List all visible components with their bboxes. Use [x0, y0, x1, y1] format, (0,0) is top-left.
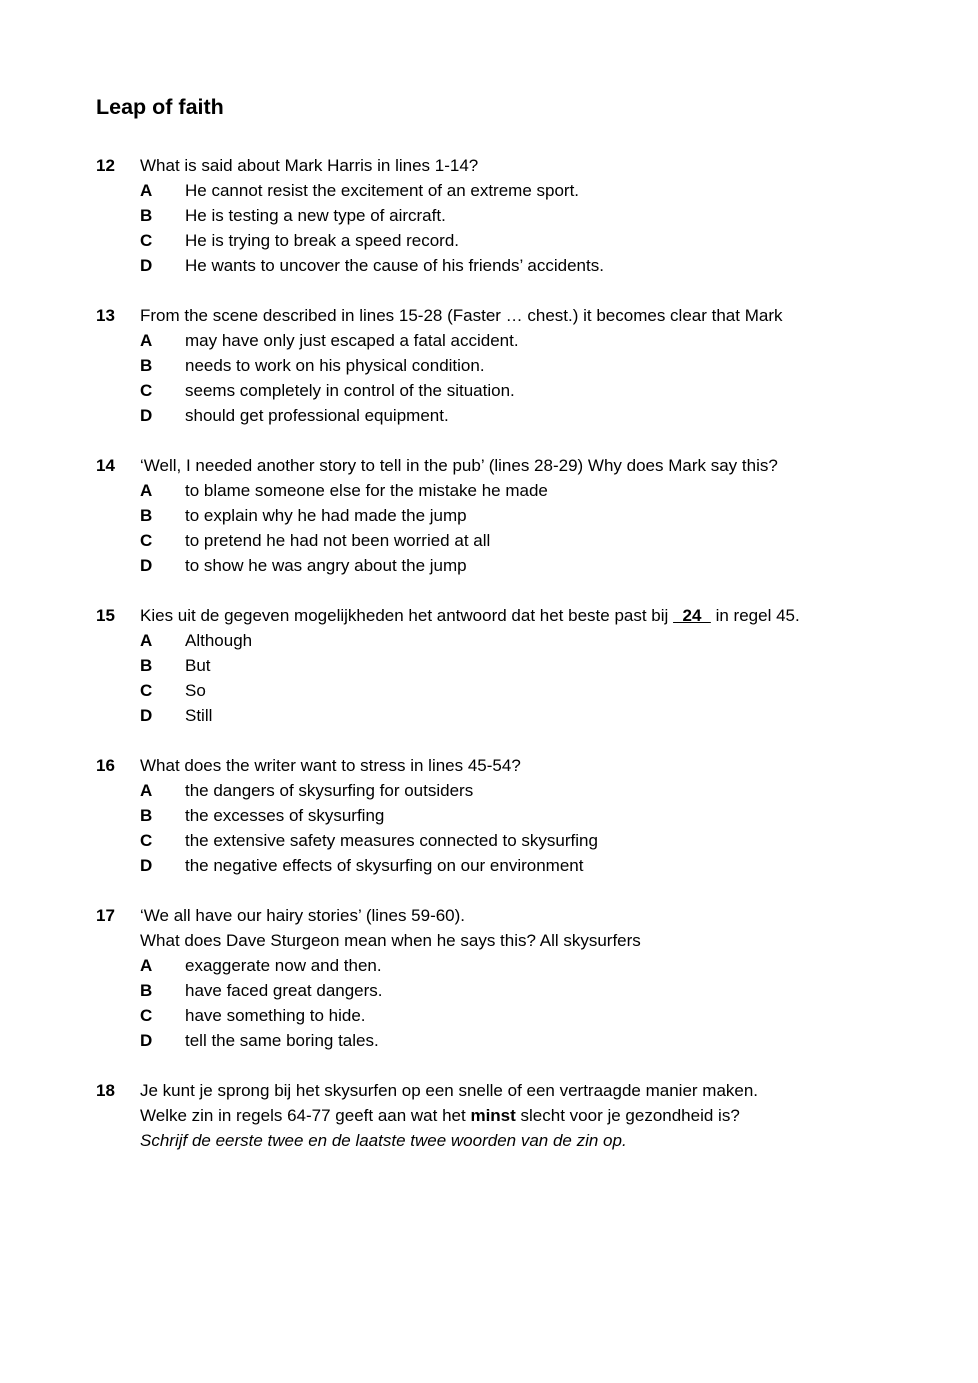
- question-13: [96, 303, 836, 428]
- question-stem: [140, 603, 830, 628]
- option-letter: C: [140, 231, 153, 250]
- option-letter: A: [140, 181, 153, 200]
- option-d[interactable]: [140, 403, 836, 428]
- option-letter: C: [140, 531, 153, 550]
- stem-text: Welke zin in regels 64-77 geeft aan wat het: [140, 1106, 466, 1125]
- question-number: 13: [96, 306, 115, 325]
- option-c[interactable]: [140, 228, 836, 253]
- option-a[interactable]: [140, 328, 836, 353]
- option-letter: C: [140, 1006, 153, 1025]
- option-letter: B: [140, 981, 153, 1000]
- option-letter: B: [140, 806, 153, 825]
- question-stem-continued: [140, 1103, 836, 1128]
- option-a[interactable]: [140, 778, 836, 803]
- option-a[interactable]: [140, 478, 836, 503]
- option-d[interactable]: [140, 253, 836, 278]
- option-letter: D: [140, 1031, 153, 1050]
- option-text: to explain why he had made the jump: [185, 506, 467, 525]
- exam-page: [96, 92, 836, 1178]
- stem-text: slecht voor je gezondheid is?: [520, 1106, 740, 1125]
- option-letter: A: [140, 331, 153, 350]
- option-letter: A: [140, 481, 153, 500]
- stem-text: in regel 45.: [715, 606, 800, 625]
- question-18: [96, 1078, 836, 1153]
- option-a[interactable]: [140, 178, 836, 203]
- question-15: [96, 603, 836, 728]
- question-stem: ‘Well, I needed another story to tell in the pub’ (lines 28-29) Why does Mark say this?: [140, 456, 778, 475]
- question-12: [96, 153, 836, 278]
- option-letter: D: [140, 556, 153, 575]
- option-d[interactable]: [140, 1028, 836, 1053]
- option-text: to blame someone else for the mistake he made: [185, 481, 548, 500]
- option-letter: B: [140, 356, 153, 375]
- option-letter: A: [140, 631, 153, 650]
- option-letter: B: [140, 656, 153, 675]
- question-number: 15: [96, 606, 115, 625]
- option-text: But: [185, 656, 211, 675]
- question-17: [96, 903, 836, 1053]
- option-b[interactable]: [140, 653, 836, 678]
- question-stem: ‘We all have our hairy stories’ (lines 59-60).: [140, 906, 466, 925]
- option-c[interactable]: [140, 378, 836, 403]
- question-stem-continued: What does Dave Sturgeon mean when he says this? All skysurfers: [140, 931, 641, 950]
- option-text: have something to hide.: [185, 1006, 366, 1025]
- option-text: the negative effects of skysurfing on our environment: [185, 856, 584, 875]
- option-text: to pretend he had not been worried at all: [185, 531, 491, 550]
- question-number: 18: [96, 1081, 115, 1100]
- option-text: the dangers of skysurfing for outsiders: [185, 781, 474, 800]
- question-number: 14: [96, 456, 115, 475]
- option-b[interactable]: [140, 353, 836, 378]
- option-a[interactable]: [140, 953, 836, 978]
- option-text: should get professional equipment.: [185, 406, 449, 425]
- question-stem: From the scene described in lines 15-28 (Faster … chest.) it becomes clear that Mark: [140, 306, 783, 325]
- stem-text: Kies uit de gegeven mogelijkheden het antwoord dat het beste past bij: [140, 606, 669, 625]
- option-text: Although: [185, 631, 253, 650]
- option-letter: D: [140, 706, 153, 725]
- option-letter: C: [140, 831, 153, 850]
- option-b[interactable]: [140, 203, 836, 228]
- option-text: exaggerate now and then.: [185, 956, 382, 975]
- option-letter: D: [140, 406, 153, 425]
- question-stem: What does the writer want to stress in lines 45-54?: [140, 756, 521, 775]
- option-text: He wants to uncover the cause of his friends’ accidents.: [185, 256, 604, 275]
- emphasis-word: minst: [470, 1106, 516, 1125]
- option-letter: A: [140, 956, 153, 975]
- option-b[interactable]: [140, 503, 836, 528]
- option-text: He cannot resist the excitement of an extreme sport.: [185, 181, 580, 200]
- option-letter: D: [140, 856, 153, 875]
- question-14: [96, 453, 836, 578]
- gap-marker: 24: [673, 606, 711, 625]
- page-title: Leap of faith: [96, 95, 224, 119]
- option-text: tell the same boring tales.: [185, 1031, 379, 1050]
- question-stem: What is said about Mark Harris in lines 1-14?: [140, 156, 479, 175]
- option-letter: B: [140, 506, 153, 525]
- option-b[interactable]: [140, 803, 836, 828]
- question-number: 16: [96, 756, 115, 775]
- option-text: So: [185, 681, 206, 700]
- question-stem: Je kunt je sprong bij het skysurfen op een snelle of een vertraagde manier maken.: [140, 1081, 759, 1100]
- option-text: may have only just escaped a fatal accident.: [185, 331, 519, 350]
- option-text: have faced great dangers.: [185, 981, 383, 1000]
- option-text: the extensive safety measures connected to skysurfing: [185, 831, 598, 850]
- option-d[interactable]: [140, 553, 836, 578]
- question-number: 17: [96, 906, 115, 925]
- option-d[interactable]: [140, 703, 836, 728]
- option-text: He is testing a new type of aircraft.: [185, 206, 446, 225]
- answer-instruction: Schrijf de eerste twee en de laatste twee woorden van de zin op.: [140, 1131, 627, 1150]
- option-text: the excesses of skysurfing: [185, 806, 385, 825]
- option-c[interactable]: [140, 528, 836, 553]
- option-letter: B: [140, 206, 153, 225]
- option-text: to show he was angry about the jump: [185, 556, 467, 575]
- option-text: needs to work on his physical condition.: [185, 356, 485, 375]
- option-letter: A: [140, 781, 153, 800]
- option-a[interactable]: [140, 628, 836, 653]
- option-text: seems completely in control of the situation.: [185, 381, 515, 400]
- option-text: Still: [185, 706, 213, 725]
- option-letter: C: [140, 381, 153, 400]
- option-d[interactable]: [140, 853, 836, 878]
- option-c[interactable]: [140, 1003, 836, 1028]
- option-c[interactable]: [140, 828, 836, 853]
- question-16: [96, 753, 836, 878]
- option-c[interactable]: [140, 678, 836, 703]
- question-number: 12: [96, 156, 115, 175]
- option-b[interactable]: [140, 978, 836, 1003]
- option-text: He is trying to break a speed record.: [185, 231, 460, 250]
- option-letter: C: [140, 681, 153, 700]
- option-letter: D: [140, 256, 153, 275]
